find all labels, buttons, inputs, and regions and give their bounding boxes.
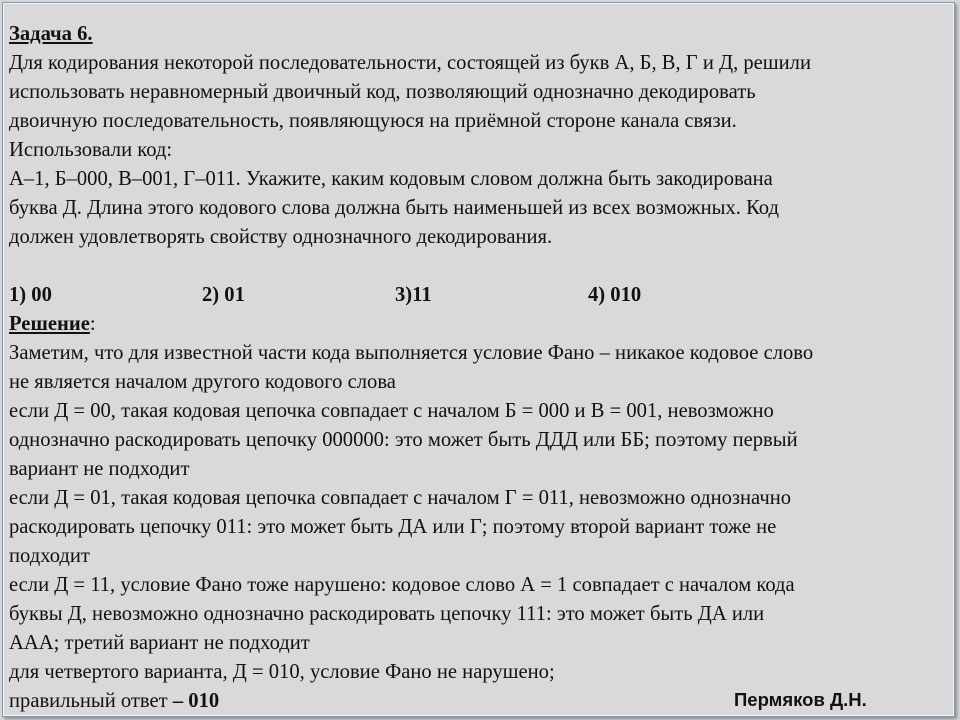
problem-line-6: буква Д. Длина этого кодового слова должна быть наименьшей из всех возможных. Код: [9, 197, 779, 219]
option-3: 3)11: [395, 284, 432, 306]
solution-heading-line: [9, 310, 949, 339]
solution-line-10: буквы Д, невозможно однозначно раскодировать цепочку 111: это может быть ДА или: [9, 603, 765, 625]
option-2: 2) 01: [202, 284, 245, 306]
solution-line-2: не является началом другого кодового слова: [9, 371, 396, 393]
solution-heading: Решение: [9, 313, 90, 335]
solution-line-1: Заметим, что для известной части кода выполняется условие Фано – никакое кодовое слово: [9, 342, 814, 364]
solution-line-5: вариант не подходит: [9, 458, 190, 480]
solution-line-4: однозначно раскодировать цепочку 000000: это может быть ДДД или ББ; поэтому первый: [9, 429, 798, 451]
author-name: Пермяков Д.Н.: [734, 689, 867, 710]
problem-line-1: Для кодирования некоторой последовательности, состоящей из букв А, Б, В, Г и Д, решили: [9, 52, 811, 74]
option-1: 1) 00: [9, 284, 52, 306]
solution-line-12: для четвертого варианта, Д = 010, условие Фано не нарушено;: [9, 661, 555, 683]
solution-line-6: если Д = 01, такая кодовая цепочка совпадает с началом Г = 011, невозможно однозначно: [9, 487, 792, 509]
solution-colon: :: [89, 313, 96, 335]
solution-line-11: ААА; третий вариант не подходит: [9, 632, 310, 654]
answer-value: – 010: [172, 690, 220, 712]
solution-line-3: если Д = 00, такая кодовая цепочка совпадает с началом Б = 000 и В = 001, невозможно: [9, 400, 774, 422]
solution-line-7: раскодировать цепочку 011: это может быть ДА или Г; поэтому второй вариант тоже не: [9, 516, 777, 538]
answer-prefix: правильный ответ: [9, 690, 173, 712]
slide-content: [9, 20, 949, 716]
problem-line-4: Использовали код:: [9, 139, 173, 161]
solution-line-9: если Д = 11, условие Фано тоже нарушено: кодовое слово А = 1 совпадает с началом кода: [9, 574, 795, 596]
solution-line-8: подходит: [9, 545, 90, 567]
spacer: [9, 252, 949, 281]
problem-line-7: должен удовлетворять свойству однозначного декодирования.: [9, 226, 553, 248]
answer-options: [9, 281, 949, 310]
option-4: 4) 010: [588, 284, 642, 306]
problem-line-3: двоичную последовательность, появляющуюся на приёмной стороне канала связи.: [9, 110, 737, 132]
problem-line-5: А–1, Б–000, В–001, Г–011. Укажите, каким кодовым словом должна быть закодирована: [9, 168, 773, 190]
problem-line-2: использовать неравномерный двоичный код, позволяющий однозначно декодировать: [9, 81, 756, 103]
task-title: Задача 6.: [9, 23, 93, 45]
